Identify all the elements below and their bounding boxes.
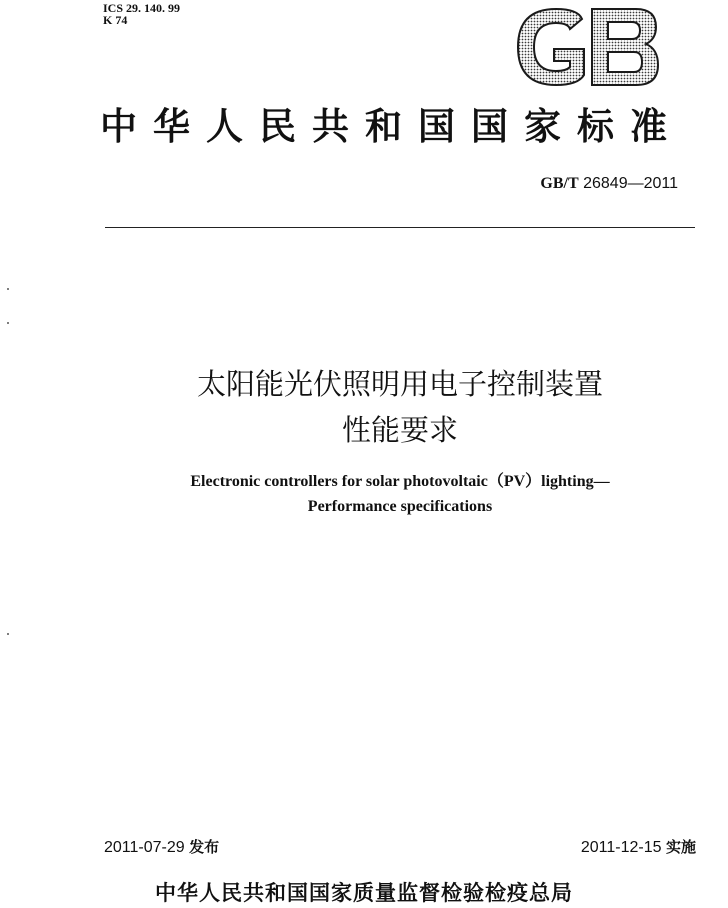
- title-chinese-line-2: 性能要求: [341, 413, 458, 447]
- title-english-line-2: Performance specifications: [307, 498, 493, 515]
- scan-speck: [7, 633, 9, 635]
- issue-date-label: 发布: [189, 838, 220, 856]
- standard-category-title: 中华人民共和国国家标准: [100, 105, 683, 148]
- ics-code: ICS 29. 140. 99: [103, 1, 181, 15]
- standard-number-code: 26849—2011: [583, 175, 678, 192]
- issuing-authority: 中华人民共和国国家质量监督检验检疫总局: [155, 881, 573, 905]
- scan-speck: [7, 288, 9, 290]
- scan-speck: [7, 322, 9, 324]
- standard-number: [540, 174, 678, 194]
- ccs-code: K 74: [103, 13, 128, 27]
- header-divider: [105, 227, 695, 228]
- standard-number-prefix: GB/T: [540, 175, 579, 192]
- implementation-date: [581, 836, 696, 859]
- title-english-line-1: Electronic controllers for solar photovoltaic（PV）lighting—: [190, 473, 610, 490]
- issue-date-value: 2011-07-29: [104, 839, 185, 856]
- implementation-date-label: 实施: [665, 838, 696, 856]
- title-chinese-line-1: 太阳能光伏照明用电子控制装置: [196, 367, 603, 401]
- issue-date: [104, 836, 219, 859]
- gb-logo-icon: [512, 5, 662, 89]
- implementation-date-value: 2011-12-15: [580, 839, 662, 856]
